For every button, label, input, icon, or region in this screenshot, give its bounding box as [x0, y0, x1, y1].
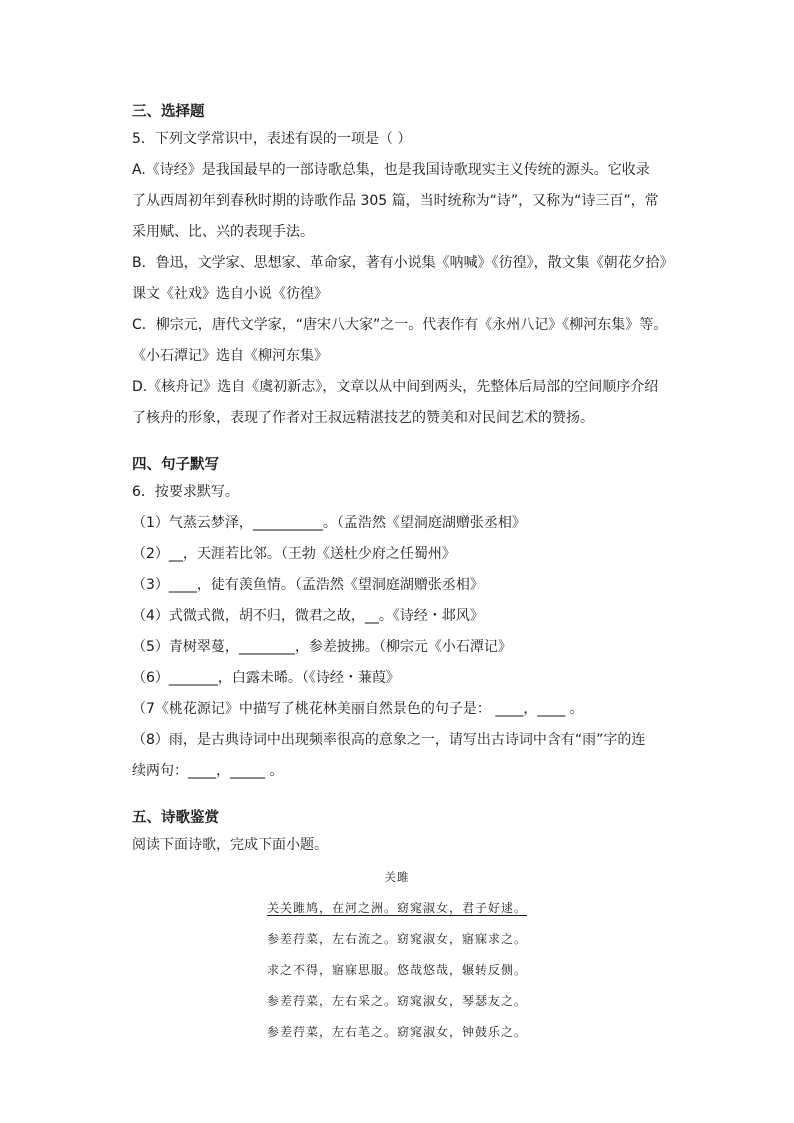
section-heading-dictation: 四、句子默写 [132, 457, 219, 473]
poem-line: 参差荇菜，左右芼之。窈窕淑女，钟鼓乐之。 [266, 1025, 527, 1039]
option-a-line-1: A.《诗经》是我国最早的一部诗歌总集，也是我国诗歌现实主义传统的源头。它收录 [132, 162, 650, 178]
dictation-item: （1）气蒸云梦泽，__________。（孟浩然《望洞庭湖赠张丞相》 [132, 515, 526, 531]
option-c-line-2: 《小石潭记》选自《柳河东集》 [132, 348, 328, 364]
option-a-line-2: 了从西周初年到春秋时期的诗歌作品 305 篇，当时统称为“诗”，又称为“诗三百”，常 [132, 193, 659, 209]
section-heading-choice: 三、选择题 [132, 104, 205, 120]
dictation-item-continued: 续两句：____，_____ 。 [132, 763, 284, 779]
poem-line: 求之不得，寤寐思服。悠哉悠哉，辗转反侧。 [266, 963, 527, 977]
poem-line: 参差荇菜，左右采之。窈窕淑女，琴瑟友之。 [266, 994, 527, 1008]
poem-title: 关雎 [384, 870, 410, 884]
dictation-item: （2）__，天涯若比邻。（王勃《送杜少府之任蜀州》 [132, 546, 456, 562]
dictation-item: （4）式微式微，胡不归，微君之故，__。《诗经・邶风》 [132, 608, 484, 624]
question-5-stem: 5．下列文学常识中，表述有误的一项是（ ） [132, 131, 412, 147]
option-c-line-1: C．柳宗元，唐代文学家，“唐宋八大家”之一。代表作有《永州八记》《柳河东集》等。 [132, 317, 668, 333]
section-heading-poetry: 五、诗歌鉴赏 [132, 810, 219, 826]
poem-line [0, 900, 794, 916]
poetry-instruction: 阅读下面诗歌，完成下面小题。 [132, 837, 328, 853]
poem-line-text: 关关雎鸠，在河之洲。窈窕淑女，君子好逑。 [266, 901, 527, 915]
dictation-item: （8）雨，是古典诗词中出现频率很高的意象之一，请写出古诗词中含有“雨”字的连 [132, 732, 646, 748]
poem-line: 参差荇菜，左右流之。窈窕淑女，寤寐求之。 [266, 932, 527, 946]
dictation-item: （6）_______，白露未晞。（《诗经・蒹葭》 [132, 670, 400, 686]
dictation-item: （3）____，徒有羡鱼情。（孟浩然《望洞庭湖赠张丞相》 [132, 577, 484, 593]
dictation-item: （5）青树翠蔓，________，参差披拂。（柳宗元《小石潭记》 [132, 639, 512, 655]
option-a-line-3: 采用赋、比、兴的表现手法。 [132, 224, 314, 240]
option-d-line-1: D.《核舟记》选自《虞初新志》，文章以从中间到两头，先整体后局部的空间顺序介绍 [132, 379, 659, 395]
option-d-line-2: 了核舟的形象，表现了作者对王叔远精湛技艺的赞美和对民间艺术的赞扬。 [132, 410, 594, 426]
option-b-line-2: 课文《社戏》选自小说《彷徨》 [132, 286, 328, 302]
option-b-line-1: B．鲁迅，文学家、思想家、革命家，著有小说集《呐喊》《彷徨》，散文集《朝花夕拾》 [132, 255, 674, 271]
dictation-item: （7《桃花源记》中描写了桃花林美丽自然景色的句子是： ____，____ 。 [132, 701, 584, 717]
question-6-stem: 6．按要求默写。 [132, 484, 239, 500]
